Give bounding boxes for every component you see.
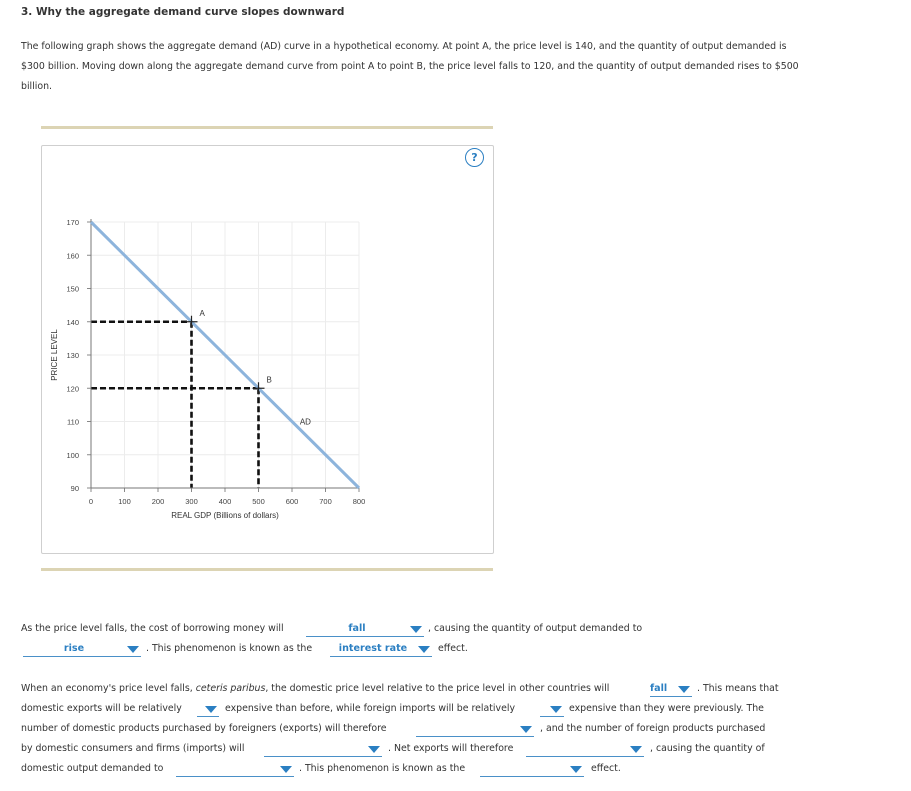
chevron-down-icon	[280, 766, 292, 773]
p2-text-1: When an economy's price level falls, ceteris paribus, the domestic price level relative to the price level in other countries will	[21, 683, 610, 694]
question-title: 3. Why the aggregate demand curve slopes downward	[21, 6, 345, 18]
dashed-guides	[91, 322, 259, 488]
help-button[interactable]: ?	[465, 148, 484, 167]
dropdown-quantity-demanded[interactable]	[23, 642, 141, 657]
y-tick-label: 170	[66, 218, 79, 227]
x-tick-label: 800	[352, 497, 366, 506]
x-axis-label: REAL GDP (Billions of dollars)	[171, 511, 279, 520]
y-tick-label: 120	[66, 384, 79, 394]
dropdown-imports-change[interactable]	[264, 742, 382, 757]
p1-text-2: , causing the quantity of output demanded to	[428, 623, 643, 634]
p1-text-3: . This phenomenon is known as the	[146, 643, 313, 654]
chevron-down-icon	[127, 646, 139, 653]
y-tick-label: 150	[66, 284, 79, 294]
p2-text-8: by domestic consumers and firms (imports) will	[21, 743, 245, 754]
dropdown-effect-name-2[interactable]	[480, 762, 584, 777]
p2-text-3: domestic exports will be relatively	[21, 703, 182, 714]
dropdown-exports-price[interactable]	[197, 702, 219, 717]
p2-text-7: , and the number of foreign products purchased	[540, 723, 766, 734]
p2-text-10: , causing the quantity of	[650, 743, 765, 754]
question-intro: The following graph shows the aggregate demand (AD) curve in a hypothetical economy. At point A, the price level is 140, and the quantity of output demanded is $300 billion. Moving down along the aggregate demand curve from point A to point B, the price level falls to 120, and the quantity of output demanded rises to $500 billion.	[21, 41, 799, 92]
y-tick-label: 110	[67, 417, 79, 427]
chevron-down-icon	[520, 726, 532, 733]
chevron-down-icon	[205, 706, 217, 713]
p2-text-13: effect.	[591, 763, 621, 774]
dropdown-output-demanded[interactable]	[176, 762, 294, 777]
point-label: A	[199, 308, 205, 318]
chevron-down-icon	[678, 686, 690, 693]
y-axis-label: PRICE LEVEL	[50, 329, 59, 381]
x-tick-label: 600	[285, 497, 299, 506]
chevron-down-icon	[630, 746, 642, 753]
p2-text-6: number of domestic products purchased by foreigners (exports) will therefore	[21, 723, 387, 734]
y-tick-label: 130	[66, 351, 79, 360]
dropdown-borrowing-cost[interactable]	[306, 622, 424, 637]
dropdown-net-exports[interactable]	[526, 742, 644, 757]
dropdown-effect-name-value: interest rate	[338, 643, 408, 654]
curve-label-ad: AD	[299, 417, 311, 427]
top-divider	[41, 126, 493, 129]
axes	[66, 218, 365, 506]
p1-text-4: effect.	[438, 643, 468, 654]
x-tick-label: 500	[252, 497, 265, 506]
chevron-down-icon	[410, 626, 422, 633]
dropdown-exports-change[interactable]	[416, 722, 534, 737]
chevron-down-icon	[570, 766, 582, 773]
p2-text-11: domestic output demanded to	[21, 763, 164, 774]
aggregate-demand-chart	[41, 145, 492, 552]
dropdown-imports-price[interactable]	[540, 702, 564, 717]
x-tick-label: 300	[185, 497, 198, 506]
x-tick-label: 0	[88, 497, 94, 506]
x-tick-label: 700	[319, 497, 332, 506]
y-tick-label: 90	[70, 484, 79, 493]
chevron-down-icon	[368, 746, 380, 753]
dropdown-borrowing-cost-value: fall	[348, 623, 366, 634]
p2-text-4: expensive than before, while foreign imports will be relatively	[225, 703, 516, 714]
dropdown-effect-name[interactable]	[330, 642, 432, 657]
y-tick-label: 160	[66, 251, 79, 261]
p2-text-9: . Net exports will therefore	[388, 743, 514, 754]
p2-text-5: expensive than they were previously. The	[569, 703, 764, 714]
dropdown-quantity-demanded-value: rise	[63, 643, 85, 654]
x-tick-label: 200	[151, 497, 165, 506]
dropdown-relative-price[interactable]	[650, 682, 692, 697]
y-tick-label: 100	[66, 450, 79, 460]
chevron-down-icon	[550, 706, 562, 713]
p2-text-12: . This phenomenon is known as the	[299, 763, 466, 774]
y-tick-label: 140	[66, 317, 79, 327]
p2-text-2: . This means that	[697, 683, 779, 694]
chevron-down-icon	[418, 646, 430, 653]
x-tick-label: 100	[118, 497, 131, 506]
x-tick-label: 400	[218, 497, 232, 506]
p1-text-1: As the price level falls, the cost of borrowing money will	[21, 623, 284, 634]
dropdown-relative-price-value: fall	[650, 683, 668, 694]
bottom-divider	[41, 568, 493, 571]
point-label: B	[266, 375, 272, 385]
